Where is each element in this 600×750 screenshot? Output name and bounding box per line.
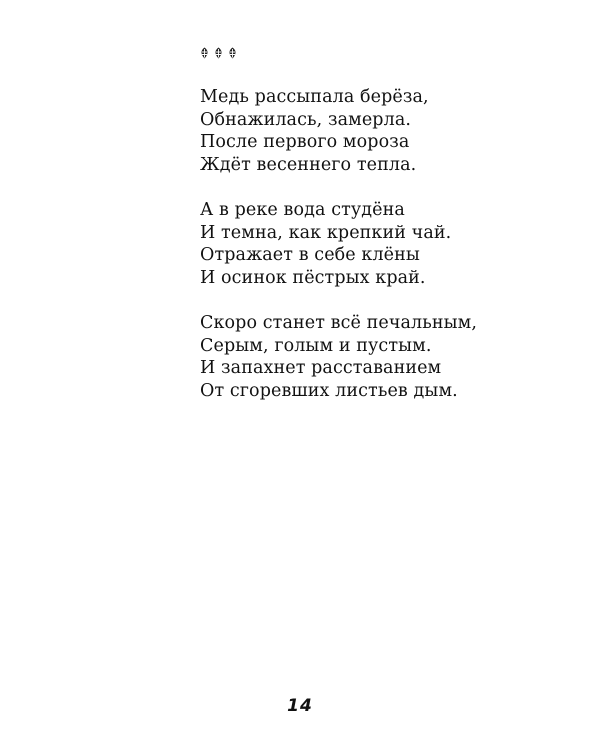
- poem-line: А в реке вода студёна: [200, 200, 405, 220]
- poem-line: И запахнет расставанием: [200, 358, 442, 378]
- leaf-ornament-icon: [199, 47, 210, 59]
- poem-line: От сгоревших листьев дым.: [200, 380, 458, 401]
- poem-line: Серым, голым и пустым.: [200, 335, 432, 356]
- page-number: 14: [287, 696, 313, 716]
- poem-line: Ждёт весеннего тепла.: [200, 154, 417, 175]
- poem-line: Обнажилась, замерла.: [200, 109, 412, 130]
- stanza: [200, 199, 477, 289]
- leaf-ornament-icon: [227, 47, 238, 59]
- poem-line: И темна, как крепкий чай.: [200, 222, 452, 243]
- section-ornament: [199, 47, 238, 59]
- poem-line: Скоро станет всё печальным,: [200, 313, 478, 333]
- leaf-ornament-icon: [213, 47, 224, 59]
- poem-line: Отражает в себе клёны: [200, 245, 420, 265]
- poem-line: Медь рассыпала берёза,: [200, 87, 429, 107]
- stanza: [200, 312, 477, 402]
- poem: [200, 86, 477, 425]
- poem-line: После первого мороза: [200, 132, 410, 152]
- stanza: [200, 86, 477, 176]
- poem-line: И осинок пёстрых край.: [200, 267, 426, 288]
